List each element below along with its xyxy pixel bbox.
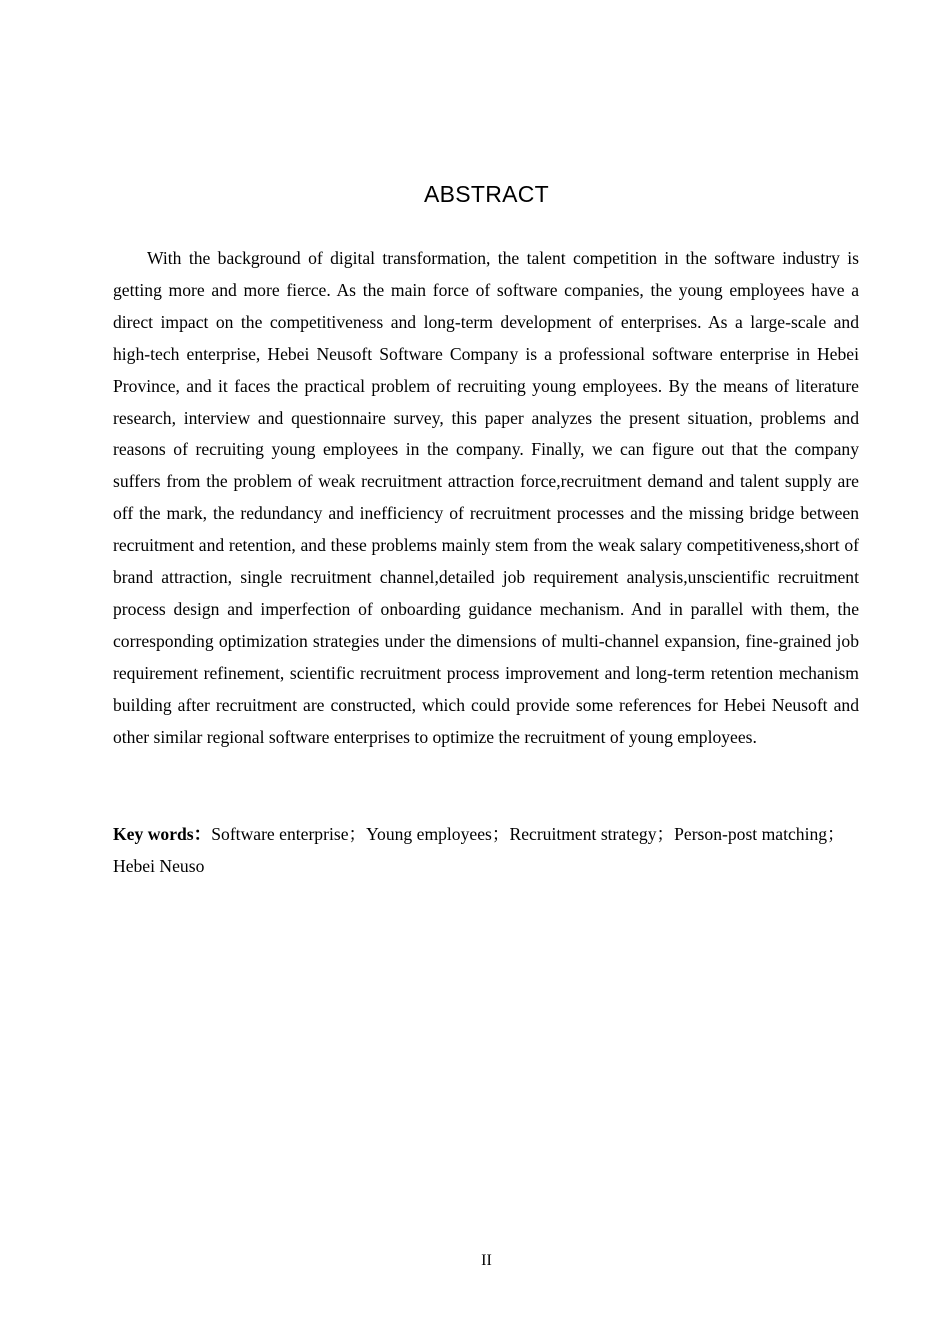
keywords-label: Key words： — [113, 824, 212, 844]
page-number: II — [481, 1252, 492, 1269]
abstract-paragraph: With the background of digital transformation, the talent competition in the software industry is getting more and more fierce. As the main force of software companies, the young employees have a direct impact on the competitiveness and long-term development of enterprises. As a large-scale and high-tech enterprise, Hebei Neusoft Software Company is a professional software enterprise in Hebei Province, and it faces the practical problem of recruiting young employees. By the means of literature research, interview and questionnaire survey, this paper analyzes the present situation, problems and reasons of recruiting young employees in the company. Finally, we can figure out that the company suffers from the problem of weak recruitment attraction force,recruitment demand and talent supply are off the mark, the redundancy and inefficiency of recruitment processes and the missing bridge between recruitment and retention, and these problems mainly stem from the weak salary competitiveness,short of brand attraction, single recruitment channel,detailed job requirement analysis,unscientific recruitment process design and imperfection of onboarding guidance mechanism. And in parallel with them, the corresponding optimization strategies under the dimensions of multi-channel expansion, fine-grained job requirement refinement, scientific recruitment process improvement and long-term retention mechanism building after recruitment are constructed, which could provide some references for Hebei Neusoft and other similar regional software enterprises to optimize the recruitment of young employees. — [113, 248, 859, 747]
abstract-title: ABSTRACT — [423, 181, 550, 207]
keywords-line — [113, 819, 859, 883]
keywords-list: Software enterprise；Young employees；Recruitment strategy；Person-post matching；Hebei Neuso — [113, 824, 845, 876]
